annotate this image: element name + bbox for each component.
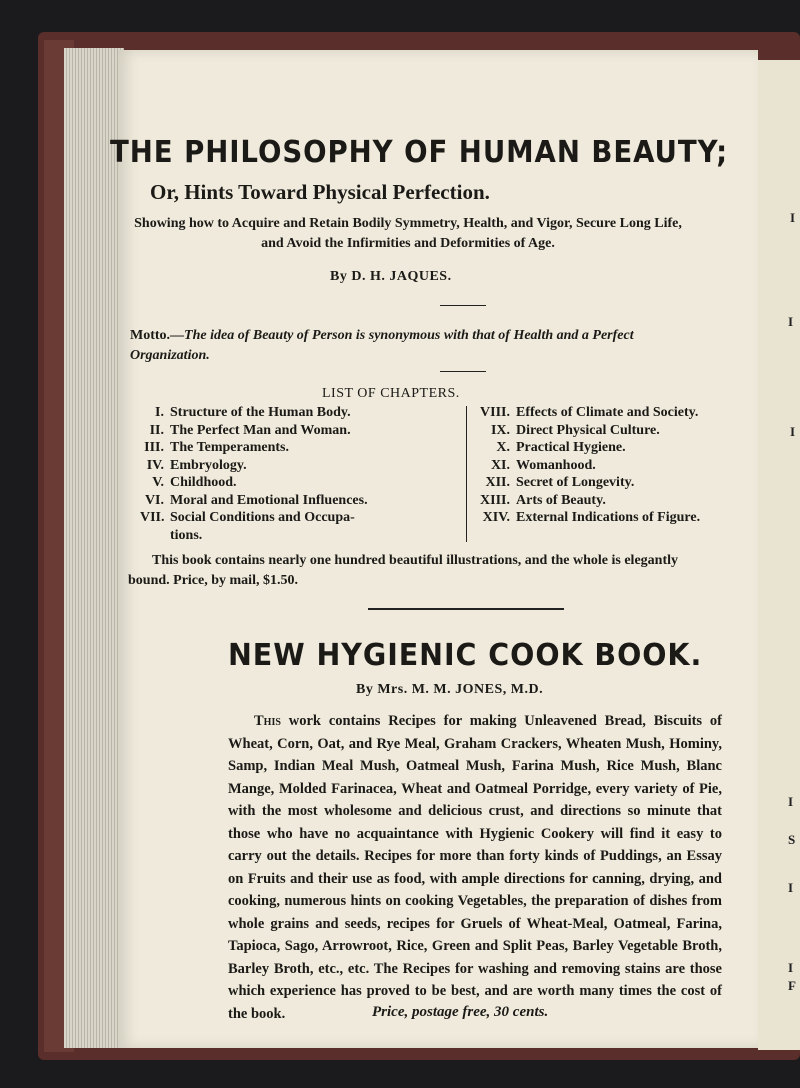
- chapter-title: The Temperaments.: [170, 440, 289, 455]
- chapter-number: X.: [496, 440, 510, 455]
- right-page-fragment: I: [788, 960, 794, 975]
- chapter-title: Structure of the Human Body.: [170, 405, 351, 420]
- chapter-number: XII.: [485, 475, 510, 490]
- book1-motto: [130, 326, 686, 366]
- book2-price: Price, postage free, 30 cents.: [372, 1004, 549, 1020]
- chapter-number: I.: [155, 405, 164, 420]
- chapter-title: External Indications of Figure.: [516, 510, 701, 525]
- chapter-item: [140, 457, 470, 475]
- chapter-number: XIV.: [482, 510, 510, 525]
- chapters-right-column: [470, 404, 730, 527]
- right-page-fragment: I: [788, 794, 794, 809]
- right-page-fragment: S: [788, 832, 796, 847]
- book2-description: [228, 710, 722, 1025]
- book2-author: By Mrs. M. M. JONES, M.D.: [356, 682, 544, 697]
- motto-text: The idea of Beauty of Person is synonymous with that of Health and a Perfect Organization.: [130, 328, 634, 363]
- chapter-number: IX.: [490, 422, 510, 438]
- column-divider: [466, 406, 467, 542]
- chapter-title: Practical Hygiene.: [516, 440, 626, 455]
- chapter-item: [470, 439, 730, 457]
- chapter-number: XIII.: [480, 492, 510, 508]
- book1-description: Showing how to Acquire and Retain Bodily Symmetry, Health, and Vigor, Secure Long Life, and Avoid the Infirmities and Deformities of Age.: [134, 216, 682, 251]
- chapter-title: Social Conditions and Occupa-: [170, 510, 355, 525]
- chapter-title: Effects of Climate and Society.: [516, 405, 699, 420]
- chapter-item: [470, 492, 730, 510]
- motto-label: Motto.—: [130, 328, 185, 343]
- right-page-fragment: F: [788, 978, 796, 993]
- chapters-heading: LIST OF CHAPTERS.: [322, 386, 460, 401]
- chapter-number: VIII.: [480, 405, 510, 420]
- right-page-fragment: I: [788, 314, 794, 329]
- short-rule: [440, 305, 486, 306]
- chapter-title: Direct Physical Culture.: [516, 422, 660, 438]
- book1-title: THE PHILOSOPHY OF HUMAN BEAUTY;: [110, 135, 729, 170]
- book2-body-text: work contains Recipes for making Unleavened Bread, Biscuits of Wheat, Corn, Oat, and Rye Meal, Graham Crackers, Wheaten Mush, Hominy, Samp, Indian Meal Mush, Oatmeal Mush, Farina Mush, Rice Mush, Blanc Mange, Molded Farinacea, Wheat and Oatmeal Porridge, every variety of Pie, with the most wholesome and delicious crust, and directions so minute that those who have no acquaintance with Hygienic Cookery will find it easy to carry out the details. Recipes for more than forty kinds of Puddings, an Essay on Fruits and their use as food, with ample directions for canning, drying, and cooking, numerous hints on cooking Vegetables, the preparation of dishes from whole grains and seeds, recipes for Gruels of Wheat-Meal, Oatmeal, Farina, Tapioca, Sago, Arrowroot, Rice, Green and Split Peas, Barley Vegetable Broth, Barley Broth, etc., etc. The Recipes for washing and removing stains are those which experience has proved to be best, and are worth many times the cost of the book.: [228, 713, 723, 1022]
- book2-title: NEW HYGIENIC COOK BOOK.: [228, 638, 703, 673]
- chapter-item-continuation: tions.: [170, 527, 203, 543]
- chapter-number: VI.: [144, 492, 164, 508]
- chapter-number: VII.: [140, 510, 165, 525]
- book2-lead-word: This: [254, 713, 281, 729]
- book1-info: This book contains nearly one hundred beautiful illustrations, and the whole is elegantly bound. Price, by mail, $1.50.: [128, 553, 678, 588]
- chapter-item: [140, 439, 470, 457]
- chapter-title: Moral and Emotional Influences.: [170, 492, 368, 508]
- chapter-item: [470, 404, 730, 422]
- chapter-item: [140, 404, 470, 422]
- chapter-item: [470, 457, 730, 475]
- book1-subtitle: Or, Hints Toward Physical Perfection.: [150, 180, 490, 204]
- chapter-number: XI.: [490, 457, 510, 473]
- chapter-item: [140, 474, 470, 492]
- chapter-item: [140, 422, 470, 440]
- chapter-number: III.: [144, 440, 164, 455]
- chapter-title: Childhood.: [170, 475, 237, 490]
- chapter-number: II.: [149, 422, 164, 438]
- short-rule: [440, 371, 486, 372]
- chapter-item: [140, 492, 470, 510]
- chapter-item: [470, 474, 730, 492]
- chapter-title: Womanhood.: [516, 457, 596, 473]
- chapter-item: [140, 509, 470, 527]
- right-page-fragment: I: [790, 210, 796, 225]
- right-page-fragment: I: [788, 880, 794, 895]
- section-separator: [368, 608, 564, 610]
- chapters-left-column: [140, 404, 470, 544]
- book1-author: By D. H. JAQUES.: [330, 269, 452, 284]
- chapter-item: [470, 422, 730, 440]
- chapter-number: V.: [152, 475, 164, 490]
- chapter-title: Secret of Longevity.: [516, 475, 635, 490]
- chapter-number: IV.: [146, 457, 164, 473]
- right-page-fragment: I: [790, 424, 796, 439]
- chapter-item: [470, 509, 730, 527]
- chapter-title: Arts of Beauty.: [516, 492, 606, 508]
- chapter-title: Embryology.: [170, 457, 247, 473]
- chapter-title: The Perfect Man and Woman.: [170, 422, 351, 438]
